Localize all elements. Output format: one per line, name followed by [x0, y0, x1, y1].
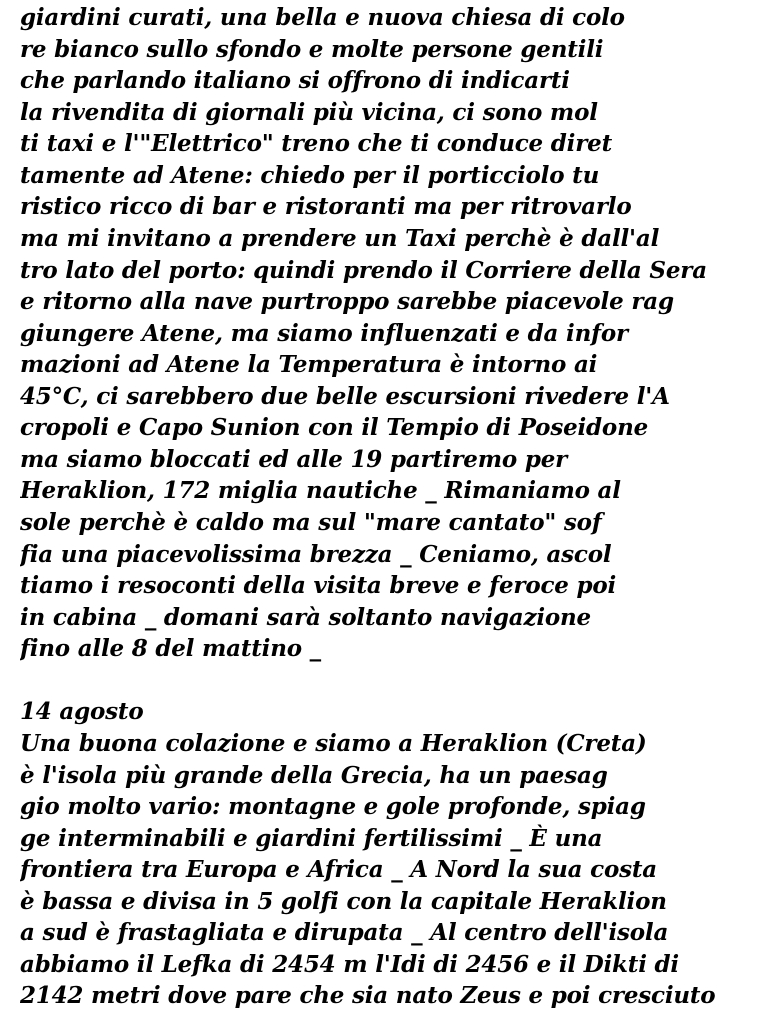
text-line: e ritorno alla nave purtroppo sarebbe piacevole rag: [20, 288, 674, 315]
text-line: fia una piacevolissima brezza _ Ceniamo, ascol: [20, 541, 612, 568]
text-line: gio molto vario: montagne e gole profonde, spiag: [20, 793, 646, 820]
text-line: ma mi invitano a prendere un Taxi perchè è dall'al: [20, 225, 660, 252]
text-line: tiamo i resoconti della visita breve e feroce poi: [20, 572, 617, 599]
text-line: ti taxi e l'"Elettrico" treno che ti conduce diret: [20, 130, 612, 157]
text-line: che parlando italiano si offrono di indicarti: [20, 67, 570, 94]
text-line: tamente ad Atene: chiedo per il porticciolo tu: [20, 162, 600, 189]
text-line: sole perchè è caldo ma sul "mare cantato" sof: [20, 509, 602, 536]
text-line: tro lato del porto: quindi prendo il Corriere della Sera: [20, 257, 707, 284]
text-line: a sud è frastagliata e dirupata _ Al centro dell'isola: [20, 919, 669, 946]
text-line: fino alle 8 del mattino _: [20, 635, 321, 662]
text-line: è bassa e divisa in 5 golfi con la capitale Heraklion: [20, 888, 667, 915]
text-line: 45°C, ci sarebbero due belle escursioni rivedere l'A: [20, 383, 670, 410]
text-line: 2142 metri dove pare che sia nato Zeus e poi cresciuto: [20, 982, 716, 1009]
text-line: cropoli e Capo Sunion con il Tempio di Poseidone: [20, 414, 649, 441]
text-line: ge interminabili e giardini fertilissimi _ È una: [20, 825, 603, 852]
text-line: è l'isola più grande della Grecia, ha un paesag: [20, 762, 608, 789]
text-line: abbiamo il Lefka di 2454 m l'Idi di 2456 e il Dikti di: [20, 951, 679, 978]
text-line: giardini curati, una bella e nuova chiesa di colo: [20, 4, 625, 31]
text-line: Una buona colazione e siamo a Heraklion (Creta): [20, 730, 647, 757]
text-line: in cabina _ domani sarà soltanto navigazione: [20, 604, 591, 631]
text-line: la rivendita di giornali più vicina, ci sono mol: [20, 99, 598, 126]
date-heading: 14 agosto: [20, 698, 144, 725]
text-line: ristico ricco di bar e ristoranti ma per ritrovarlo: [20, 193, 632, 220]
text-line: Heraklion, 172 miglia nautiche _ Rimaniamo al: [20, 477, 621, 504]
text-line: mazioni ad Atene la Temperatura è intorno ai: [20, 351, 598, 378]
text-line: frontiera tra Europa e Africa _ A Nord la sua costa: [20, 856, 657, 883]
text-line: giungere Atene, ma siamo influenzati e da infor: [20, 320, 628, 347]
text-line: ma siamo bloccati ed alle 19 partiremo per: [20, 446, 568, 473]
text-line: re bianco sullo sfondo e molte persone gentili: [20, 36, 604, 63]
